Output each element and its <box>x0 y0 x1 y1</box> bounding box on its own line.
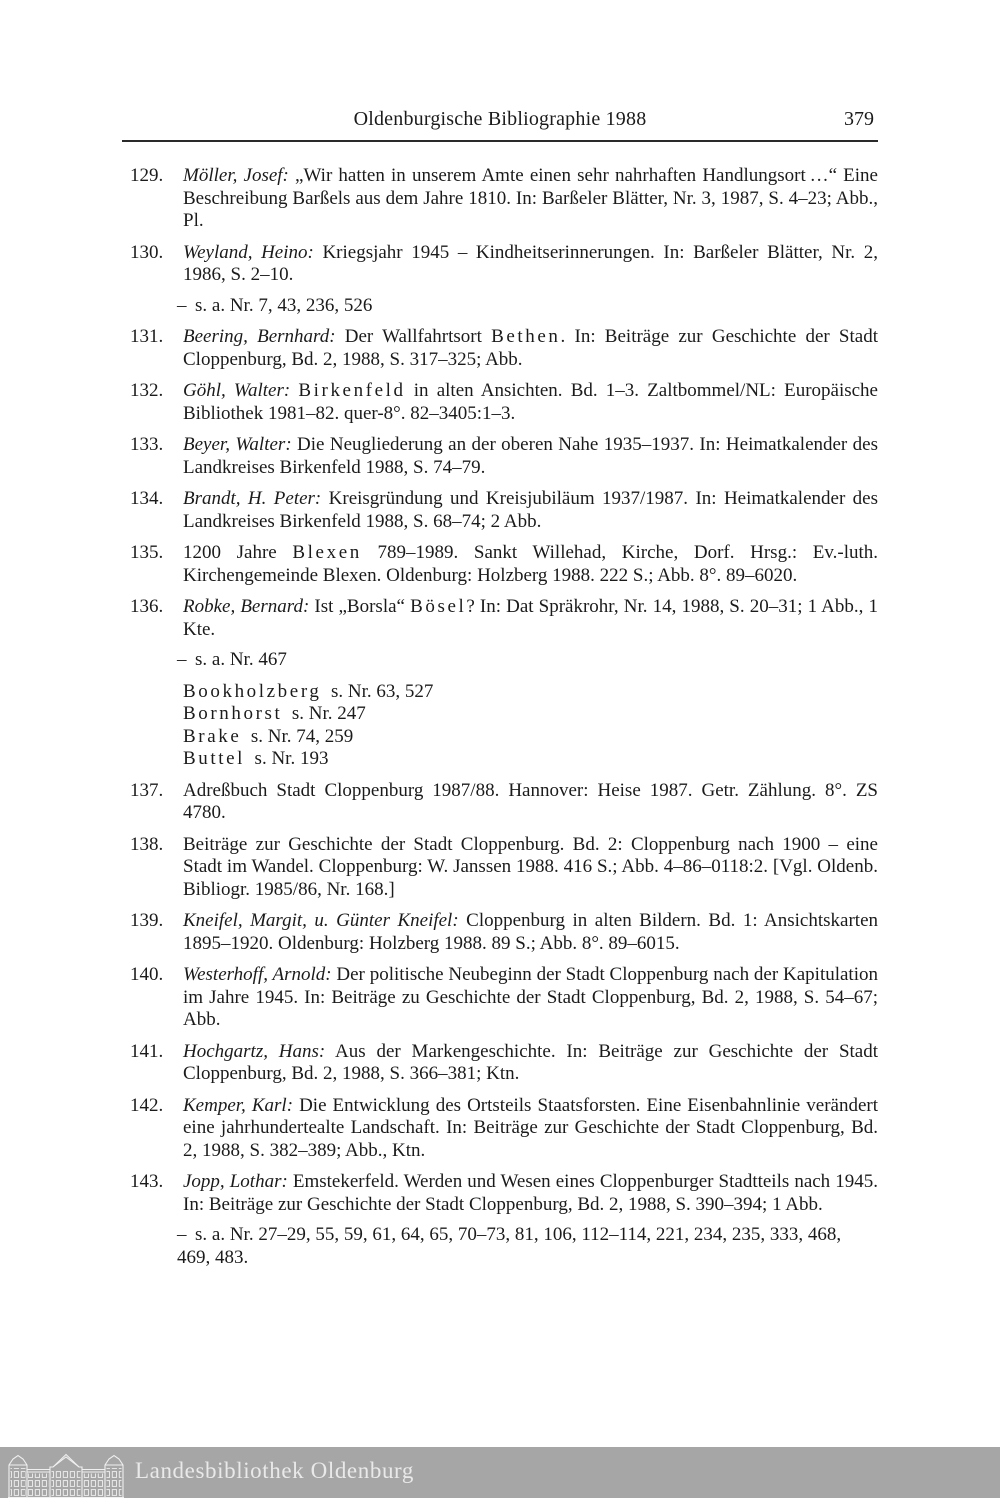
entry-number: 143. <box>130 1171 164 1192</box>
cross-reference <box>183 681 878 704</box>
see-also-note <box>177 649 878 672</box>
entry-number: 142. <box>130 1094 164 1116</box>
entry-text-segment: s. Nr. 193 <box>245 748 329 769</box>
entry-text-segment: 789–1989. Sankt Willehad, Kirche, Dorf. Hrsg.: Ev.-luth. Kirchengemeinde Blexen. Oldenburg: Holzberg 1988. 222 S.; Abb. 8°. 89–6020. <box>183 542 879 586</box>
bibliography-entry <box>130 488 878 533</box>
entry-text-segment: Aus der Markengeschichte. In: Beiträge zur Geschichte der Stadt Cloppenburg, Bd. 2, 1988, S. 366–381; Ktn. <box>183 1040 878 1084</box>
place-keyword: Birkenfeld <box>298 380 406 401</box>
entry-text-segment: Emstekerfeld. Werden und Wesen eines Cloppenburger Stadtteils nach 1945. In: Beiträge zur Geschichte der Stadt Cloppenburg, Bd. 2, 1988, S. 390–394; 1 Abb. <box>183 1171 878 1215</box>
footer-bar <box>0 1447 1000 1498</box>
entry-body <box>183 488 878 533</box>
entry-text-segment: „Wir hatten in unserem Amte einen sehr nahrhaften Handlungsort …“ Eine Beschreibung Barßels aus dem Jahre 1810. In: Barßeler Blätter, Nr. 3, 1987, S. 4–23; Abb., Pl. <box>183 165 878 231</box>
entry-text-segment: 1200 Jahre <box>183 542 293 563</box>
entry-number: 131. <box>130 326 164 347</box>
entry-text-segment: s. Nr. 247 <box>282 703 366 724</box>
author-name: Göhl, Walter: <box>183 380 291 401</box>
entry-text-segment: Kreisgründung und Kreisjubiläum 1937/1987. In: Heimatkalender des Landkreises Birkenfeld 1988, S. 68–74; 2 Abb. <box>183 488 878 532</box>
author-name: Hochgartz, Hans: <box>183 1040 326 1062</box>
entry-text-segment: Beiträge zur Geschichte der Stadt Cloppenburg. Bd. 2: Cloppenburg nach 1900 – eine Stadt im Wandel. Cloppenburg: W. Janssen 1988. 416 S.; Abb. 4–86–0118:2. [Vgl. Oldenb. Bibliogr. 1985/86, Nr. 168.] <box>183 833 878 900</box>
bibliography-entry <box>130 1041 878 1086</box>
entry-text-segment: in alten Ansichten. Bd. 1–3. Zaltbommel/NL: Europäische Bibliothek 1981–82. quer-8°. 82–3405:1–3. <box>183 380 878 424</box>
entry-body <box>183 834 878 902</box>
place-keyword: Bethen <box>491 326 561 347</box>
cross-reference <box>183 703 878 726</box>
author-name: Beyer, Walter: <box>183 434 292 455</box>
footer-library-label: Landesbibliothek Oldenburg <box>135 1458 414 1483</box>
cross-reference <box>183 748 878 771</box>
author-name: Weyland, Heino: <box>183 241 314 263</box>
entry-body <box>183 780 878 825</box>
entry-text-segment: Die Neugliederung an der oberen Nahe 1935–1937. In: Heimatkalender des Landkreises Birkenfeld 1988, S. 74–79. <box>183 434 878 478</box>
entry-text-segment: Kriegsjahr 1945 – Kindheitserinnerungen. In: Barßeler Blätter, Nr. 2, 1986, S. 2–10. <box>183 241 878 285</box>
entry-body <box>183 1171 878 1216</box>
note-text: s. a. Nr. 27–29, 55, 59, 61, 64, 65, 70–73, 81, 106, 112–114, 221, 234, 235, 333, 468, 469, 483. <box>177 1224 842 1268</box>
entry-body <box>183 165 878 233</box>
entry-body <box>183 910 878 955</box>
place-keyword: Bösel <box>410 596 467 617</box>
author-name: Robke, Bernard: <box>183 596 310 617</box>
entry-body <box>183 964 878 1032</box>
entry-number: 138. <box>130 833 164 855</box>
note-text: s. a. Nr. 7, 43, 236, 526 <box>195 294 373 316</box>
entry-text-segment: Der Wallfahrtsort <box>335 326 492 347</box>
author-name: Beering, Bernhard: <box>183 326 336 347</box>
author-name: Möller, Josef: <box>183 165 289 186</box>
note-text: s. a. Nr. 467 <box>195 649 287 670</box>
place-keyword: Bookholzberg <box>183 680 322 702</box>
entry-text-segment: s. Nr. 63, 527 <box>321 680 434 702</box>
page-number: 379 <box>844 108 874 130</box>
entry-text-segment: s. Nr. 74, 259 <box>241 725 354 747</box>
see-also-note <box>177 295 878 318</box>
entry-number: 129. <box>130 165 164 186</box>
entry-number: 135. <box>130 542 164 563</box>
entry-number: 130. <box>130 241 164 263</box>
bibliography-entry <box>130 434 878 479</box>
entry-number: 136. <box>130 596 164 617</box>
bibliography-entry <box>130 380 878 425</box>
place-keyword: Brake <box>183 725 242 747</box>
library-building-icon <box>6 1452 126 1498</box>
entry-body <box>183 542 878 587</box>
entry-number: 133. <box>130 434 164 455</box>
bibliography-entry <box>130 326 878 371</box>
note-dash: – <box>177 1224 187 1245</box>
entry-number: 140. <box>130 964 164 985</box>
cross-reference <box>183 726 878 749</box>
entry-body <box>183 242 878 287</box>
entry-text-segment: . In: Beiträge zur Geschichte der Stadt Cloppenburg, Bd. 2, 1988, S. 317–325; Abb. <box>183 326 878 370</box>
running-title: Oldenburgische Bibliographie 1988 <box>353 108 647 130</box>
place-keyword: Bornhorst <box>183 703 283 724</box>
entry-number: 134. <box>130 488 164 509</box>
note-dash: – <box>177 294 187 316</box>
place-keyword: Blexen <box>292 542 362 563</box>
entry-number: 139. <box>130 910 164 931</box>
author-name: Jopp, Lothar: <box>183 1171 288 1192</box>
bibliography-entry <box>130 242 878 287</box>
entry-body <box>183 1041 878 1086</box>
note-dash: – <box>177 649 187 670</box>
bibliography-entry <box>130 964 878 1032</box>
place-keyword: Buttel <box>183 748 246 769</box>
bibliography-entry <box>130 1171 878 1216</box>
entry-text-segment: Cloppenburg in alten Bildern. Bd. 1: Ansichtskarten 1895–1920. Oldenburg: Holzberg 1988. 89 S.; Abb. 8°. 89–6015. <box>183 910 878 954</box>
entry-text-segment: Die Entwicklung des Ortsteils Staatsforsten. Eine Eisenbahnlinie verändert eine jahrhundertealte Landschaft. In: Beiträge zur Geschichte der Stadt Cloppenburg, Bd. 2, 1988, S. 382–389; Abb., Ktn. <box>183 1094 878 1161</box>
header-rule <box>122 140 878 142</box>
entry-text-segment: Der politische Neubeginn der Stadt Cloppenburg nach der Kapitulation im Jahre 1945. In: Beiträge zu Geschichte der Stadt Cloppenburg, Bd. 2, 1988, S. 54–67; Abb. <box>183 964 878 1030</box>
bibliography-entry <box>130 165 878 233</box>
entry-body <box>183 596 878 641</box>
entry-body <box>183 1095 878 1163</box>
entry-number: 141. <box>130 1040 164 1062</box>
bibliography-entry <box>130 780 878 825</box>
author-name: Kemper, Karl: <box>183 1094 294 1116</box>
entry-text-segment: Adreßbuch Stadt Cloppenburg 1987/88. Hannover: Heise 1987. Getr. Zählung. 8°. ZS 4780. <box>183 779 878 823</box>
bibliography-entry <box>130 596 878 641</box>
entry-body <box>183 380 878 425</box>
entry-number: 132. <box>130 380 164 401</box>
entry-number: 137. <box>130 779 164 801</box>
bibliography-entry <box>130 542 878 587</box>
bibliography-entry <box>130 910 878 955</box>
author-name: Brandt, H. Peter: <box>183 488 322 509</box>
entry-body <box>183 326 878 371</box>
author-name: Westerhoff, Arnold: <box>183 964 332 985</box>
bibliography-entry <box>130 834 878 902</box>
bibliography-list <box>130 165 878 1278</box>
bibliography-entry <box>130 1095 878 1163</box>
page-header <box>123 108 877 134</box>
author-name: Kneifel, Margit, u. Günter Kneifel: <box>183 910 459 931</box>
entry-text-segment: ? In: Dat Spräkrohr, Nr. 14, 1988, S. 20–31; 1 Abb., 1 Kte. <box>183 596 878 640</box>
entry-body <box>183 434 878 479</box>
see-also-note <box>177 1224 878 1269</box>
entry-text-segment: Ist „Borsla“ <box>309 596 411 617</box>
